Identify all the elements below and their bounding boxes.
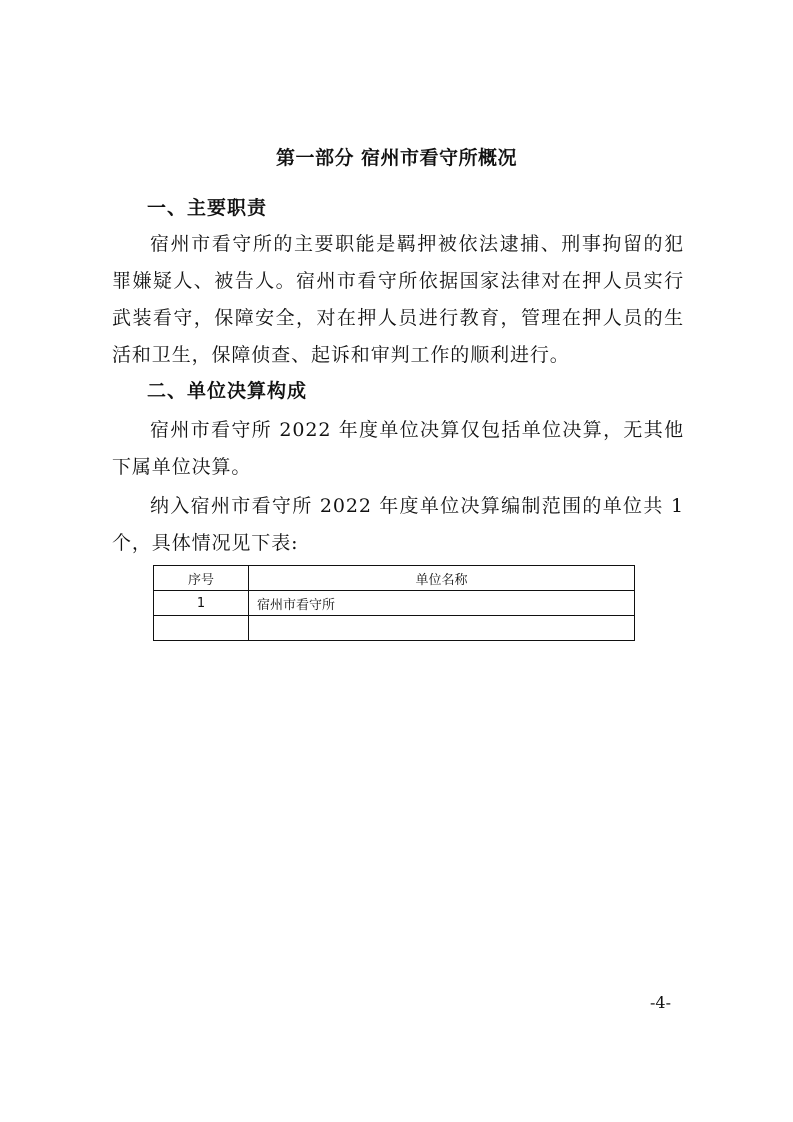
page-number: -4-: [650, 993, 671, 1012]
table-cell-unit-name: [249, 616, 635, 641]
unit-table: [153, 565, 635, 641]
table-header-row: [154, 566, 635, 591]
table-row: [154, 591, 635, 616]
section-heading-composition: 二、单位决算构成: [147, 380, 308, 402]
table-header-no: 序号: [154, 566, 249, 591]
table-cell-no: 1: [154, 591, 249, 616]
paragraph-composition-1: 宿州市看守所 2022 年度单位决算仅包括单位决算，无其他下属单位决算。: [112, 419, 684, 478]
table-header-unit-name: 单位名称: [249, 566, 635, 591]
paragraph-duties: 宿州市看守所的主要职能是羁押被依法逮捕、刑事拘留的犯罪嫌疑人、被告人。宿州市看守所依据国家法律对在押人员实行武装看守，保障安全，对在押人员进行教育，管理在押人员的生活和卫生，保障侦查、起诉和审判工作的顺利进行。: [112, 233, 684, 366]
section-heading-duties: 一、主要职责: [147, 197, 268, 219]
page-title: 第一部分 宿州市看守所概况: [275, 147, 518, 169]
table-cell-no: [154, 616, 249, 641]
table-cell-unit-name: 宿州市看守所: [249, 591, 635, 616]
table-row: [154, 616, 635, 641]
paragraph-composition-2: 纳入宿州市看守所 2022 年度单位决算编制范围的单位共 1 个，具体情况见下表:: [112, 495, 684, 554]
